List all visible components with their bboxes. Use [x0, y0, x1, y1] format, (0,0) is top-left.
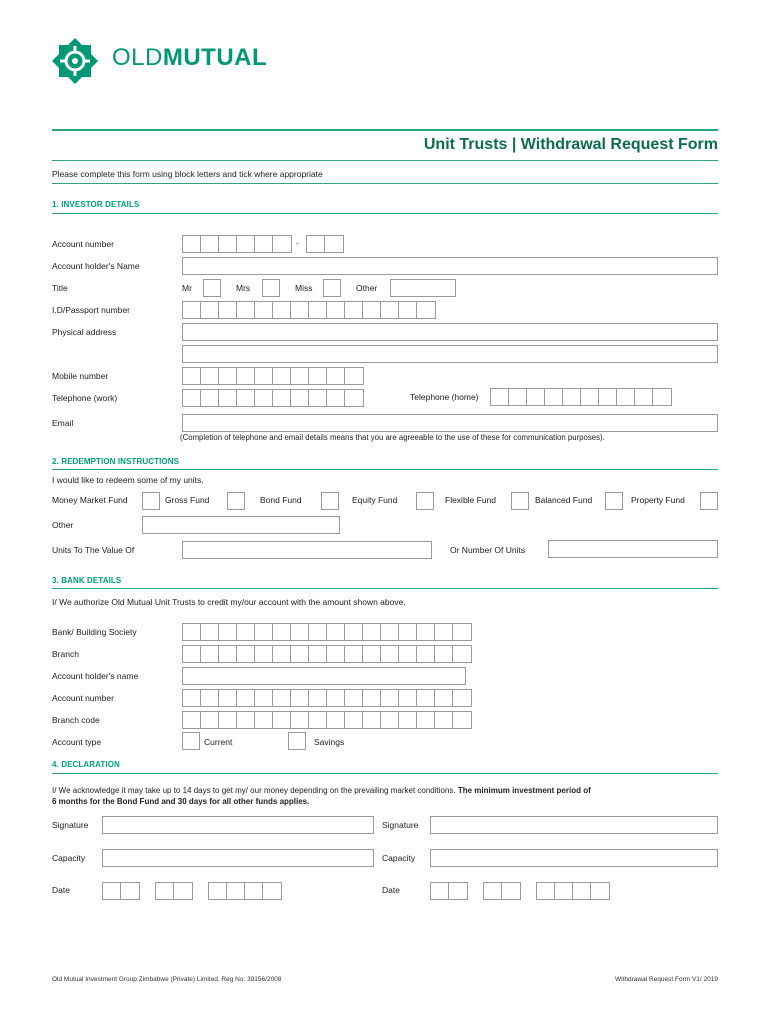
branch-code-label: Branch code — [52, 715, 100, 725]
section-rule — [52, 588, 718, 589]
title-mrs-label: Mrs — [236, 283, 251, 293]
account-type-label: Account type — [52, 737, 102, 747]
redemption-other-field[interactable] — [142, 516, 340, 534]
date-1-label: Date — [52, 885, 70, 895]
account-number-dash: - — [296, 238, 299, 248]
units-value-field[interactable] — [182, 541, 432, 559]
fund-checkbox-bond[interactable] — [321, 492, 339, 510]
fund-checkbox-property[interactable] — [700, 492, 718, 510]
signature-2-field[interactable] — [430, 816, 718, 834]
email-label: Email — [52, 418, 74, 428]
holder-name-label: Account holder's Name — [52, 261, 140, 271]
fund-label-bond: Bond Fund — [260, 495, 302, 505]
branch-code-field[interactable] — [182, 711, 472, 729]
units-value-label: Units To The Value Of — [52, 545, 135, 555]
units-number-label: Or Number Of Units — [450, 545, 526, 555]
branch-field[interactable] — [182, 645, 472, 663]
footer-form-version: Withdrawal Request Form V1/ 2019 — [615, 976, 718, 983]
id-label: I.D/Passport number — [52, 305, 130, 315]
signature-2-label: Signature — [382, 820, 419, 830]
title-miss-label: Miss — [295, 283, 313, 293]
fund-checkbox-money-market[interactable] — [142, 492, 160, 510]
footer-company: Old Mutual Investment Group Zimbabwe (Private) Limited. Reg No: 39156/2008 — [52, 976, 282, 983]
tel-work-label: Telephone (work) — [52, 393, 118, 403]
section-rule — [52, 773, 718, 774]
units-number-field[interactable] — [548, 540, 718, 558]
id-field[interactable] — [182, 301, 436, 319]
section-rule — [52, 469, 718, 470]
account-number-label: Account number — [52, 239, 114, 249]
account-type-savings-label: Savings — [314, 737, 345, 747]
section-heading-investor: 1. INVESTOR DETAILS — [52, 200, 140, 209]
fund-checkbox-gross[interactable] — [227, 492, 245, 510]
date-2-month-field[interactable] — [483, 882, 521, 900]
bank-holder-name-field[interactable] — [182, 667, 466, 685]
account-type-current-label: Current — [204, 737, 233, 747]
capacity-1-field[interactable] — [102, 849, 374, 867]
section-heading-redemption: 2. REDEMPTION INSTRUCTIONS — [52, 457, 180, 466]
redemption-intro: I would like to redeem some of my units. — [52, 475, 204, 485]
section-heading-declaration: 4. DECLARATION — [52, 760, 120, 769]
mobile-label: Mobile number — [52, 371, 109, 381]
date-1-day-field[interactable] — [102, 882, 140, 900]
bank-intro: I/ We authorize Old Mutual Unit Trusts to credit my/our account with the amount shown above. — [52, 597, 406, 607]
bank-name-label: Bank/ Building Society — [52, 627, 137, 637]
tel-home-field[interactable] — [490, 388, 672, 406]
title-label: Title — [52, 283, 68, 293]
tel-home-label: Telephone (home) — [410, 392, 479, 402]
fund-checkbox-balanced[interactable] — [605, 492, 623, 510]
capacity-2-label: Capacity — [382, 853, 416, 863]
redemption-other-label: Other — [52, 520, 74, 530]
branch-label: Branch — [52, 649, 79, 659]
date-1-month-field[interactable] — [155, 882, 193, 900]
title-mrs-checkbox[interactable] — [262, 279, 280, 297]
form-instructions: Please complete this form using block letters and tick where appropriate — [52, 169, 323, 179]
brand-wordmark: OLDMUTUAL — [112, 44, 268, 71]
instructions-rule — [52, 183, 718, 184]
fund-label-money-market: Money Market Fund — [52, 495, 128, 505]
account-type-current-checkbox[interactable] — [182, 732, 200, 750]
address-line-2-field[interactable] — [182, 345, 718, 363]
title-mr-checkbox[interactable] — [203, 279, 221, 297]
consent-note: (Completion of telephone and email details means that you are agreeable to the use of these for communication purposes). — [180, 433, 605, 442]
date-2-day-field[interactable] — [430, 882, 468, 900]
declaration-text-bold: 6 months for the Bond Fund and 30 days for all other funds applies. — [52, 797, 310, 806]
old-mutual-logo — [50, 36, 100, 86]
signature-1-field[interactable] — [102, 816, 374, 834]
title-bottom-rule — [52, 160, 718, 161]
title-miss-checkbox[interactable] — [323, 279, 341, 297]
bank-account-number-field[interactable] — [182, 689, 472, 707]
title-mr-label: Mr — [182, 283, 192, 293]
fund-label-gross: Gross Fund — [165, 495, 210, 505]
email-field[interactable] — [182, 414, 718, 432]
account-number-field[interactable] — [182, 235, 292, 253]
holder-name-field[interactable] — [182, 257, 718, 275]
shield-logo-icon — [50, 36, 100, 86]
fund-label-property: Property Fund — [631, 495, 685, 505]
fund-checkbox-flexible[interactable] — [511, 492, 529, 510]
address-line-1-field[interactable] — [182, 323, 718, 341]
bank-holder-name-label: Account holder's name — [52, 671, 139, 681]
title-top-rule — [52, 129, 718, 131]
bank-name-field[interactable] — [182, 623, 472, 641]
section-rule — [52, 213, 718, 214]
fund-label-balanced: Balanced Fund — [535, 495, 593, 505]
date-2-year-field[interactable] — [536, 882, 610, 900]
date-2-label: Date — [382, 885, 400, 895]
tel-work-field[interactable] — [182, 389, 364, 407]
address-label: Physical address — [52, 327, 117, 337]
title-other-field[interactable] — [390, 279, 456, 297]
fund-label-flexible: Flexible Fund — [445, 495, 497, 505]
title-other-label: Other — [356, 283, 378, 293]
declaration-text: I/ We acknowledge it may take up to 14 days to get my/ our money depending on the prevailing market conditions. The minimum investment period of — [52, 786, 591, 795]
mobile-field[interactable] — [182, 367, 364, 385]
account-type-savings-checkbox[interactable] — [288, 732, 306, 750]
date-1-year-field[interactable] — [208, 882, 282, 900]
fund-label-equity: Equity Fund — [352, 495, 398, 505]
account-number-suffix-field[interactable] — [306, 235, 344, 253]
bank-account-number-label: Account number — [52, 693, 114, 703]
fund-checkbox-equity[interactable] — [416, 492, 434, 510]
form-title: Unit Trusts | Withdrawal Request Form — [423, 136, 718, 153]
signature-1-label: Signature — [52, 820, 89, 830]
capacity-2-field[interactable] — [430, 849, 718, 867]
section-heading-bank: 3. BANK DETAILS — [52, 576, 122, 585]
capacity-1-label: Capacity — [52, 853, 86, 863]
